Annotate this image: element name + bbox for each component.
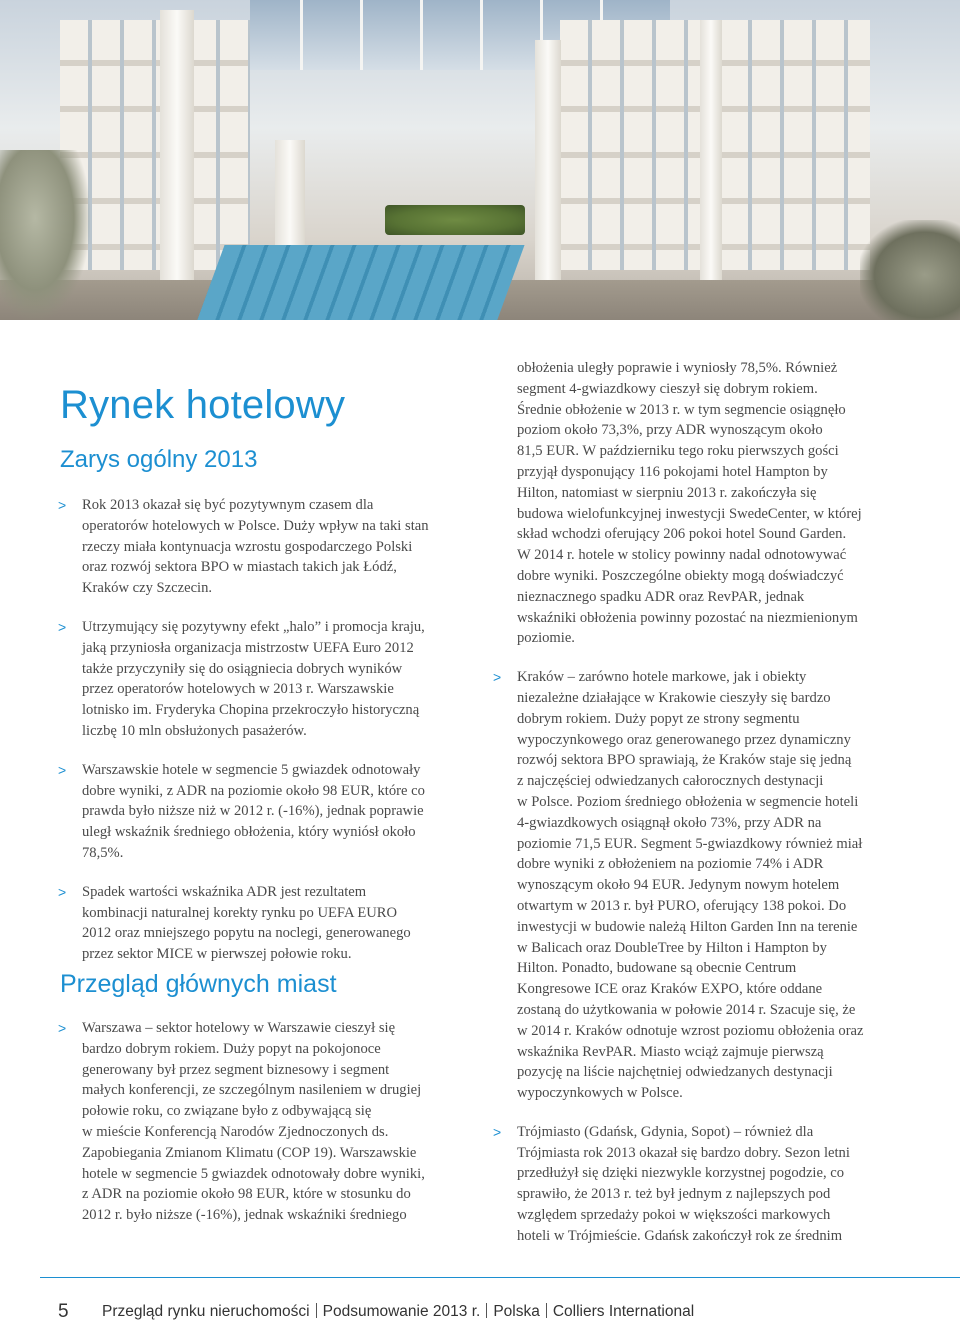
bullet-krakow: > Kraków – zarówno hotele markowe, jak i obiekty niezależne działające w Krakowie cieszyły się bardzo dobrym rokiem. Duży popyt ze strony segmentu wypoczynkowego oraz generowanego przez dynamiczny rozwój sektora BPO sprawiają, że Kraków staje się jedną z najczęściej odwiedzanych całorocznych destynacji w Polsce. Poziom średniego obłożenia w segmencie hoteli 4-gwiazdkowych osiągnął około 73%, przy ADR na poziomie 71,5 EUR. Segment 5-gwiazdkowy również miał dobre wyniki z obłożeniem na poziomie 74% i ADR wynoszącym około 94 EUR. Jedynym nowym hotelem otwartym w 2013 r. był PURO, oferujący 138 pokoi. Do inwestycji w budowie należą Hilton Garden Inn na terenie w Balicach oraz DoubleTree by Hilton i Hampton by Hilton. Ponadto, budowane są obecnie Centrum Kongresowe ICE oraz Kraków EXPO, które oddane zostaną do użytkowania w połowie 2014 r. Szacuje się, że w 2014 r. Kraków odnotuje wzrost poziomu obłożenia oraz wskaźnika RevPAR. Miasto wciąż zajmuje pierwszą pozycję na liście najchętniej odwiedzanych destynacji wypoczynkowych w Polsce. (493, 669, 864, 1102)
warsaw-continuation: obłożenia uległy poprawie i wyniosły 78,5%. Również segment 4-gwiazdkowy cieszył się dobrym rokiem. Średnie obłożenie w 2013 r. w tym segmencie osiągnęło poziom około 73,3%, przy ADR wynoszącym około 81,5 EUR. W październiku tego roku pierwszych gości przyjął dysponujący 116 pokojami hotel Hampton by Hilton, natomiast w sierpniu 2013 r. zakończyła się budowa wielofunkcyjnej inwestycji SwedeCenter, w której skład wchodzi oferujący 206 pokoi hotel Sound Garden. W 2014 r. hotele w stolicy powinny nadal odnotowywać dobre wyniki. Poszczególne obiekty mogą doświadczyć nieznacznego spadku ADR oraz RevPAR, jednak wskaźniki obłożenia powinny pozostać na niezmienionym poziomie. (517, 360, 862, 647)
bullet-marker: > (58, 497, 67, 513)
bullet-halo-effect: > Utrzymujący się pozytywny efekt „halo” i promocja kraju, jaką przyniosła organizacja mistrzostw UEFA Euro 2012 także przyczyniły się do osiągniecia dobrych wyników przez operatorów hotelowych w 2013 r. Warszawskie lotnisko im. Fryderyka Chopina przekroczyło historyczną liczbę 10 mln obsłużonych pasażerów. (58, 618, 425, 739)
bullet-marker: > (58, 1020, 67, 1036)
bullet-marker: > (58, 761, 67, 778)
section-heading-cities: Przegląd głównych miast (60, 970, 337, 998)
bullet-warsaw-5star: > Warszawskie hotele w segmencie 5 gwiazdek odnotowały dobre wyniki, z ADR na poziomie około 98 EUR, które co prawda było niższe niż w 2012 r. (-16%), jednak poprawie uległ wskaźnik średniego obłożenia, który wyniósł około 78,5%. (58, 761, 425, 861)
footer-text (102, 1303, 694, 1321)
footer-separator (486, 1303, 487, 1318)
footer-country: Polska (493, 1303, 540, 1320)
green-garden (385, 205, 525, 235)
section-heading-overview: Zarys ogólny 2013 (60, 446, 258, 473)
bullet-marker: > (493, 1123, 502, 1140)
bullet-tricity: > Trójmiasto (Gdańsk, Gdynia, Sopot) – również dla Trójmiasta rok 2013 okazał się bardzo dobry. Sezon letni przedłużył się dzięki niezwykle korzystnej pogodzie, co sprawiło, że 2013 r. też był jednym z najlepszych pod względem sprzedaży pokoi w większości markowych hoteli w Trójmieście. Gdańsk zakończył rok ze średnim (493, 1123, 850, 1244)
right-column (493, 358, 933, 1247)
bullet-marker: > (58, 883, 67, 900)
footer-separator (316, 1303, 317, 1318)
footer-separator (546, 1303, 547, 1318)
left-column-overview (58, 495, 478, 965)
hero-photo-atrium (0, 0, 960, 320)
footer-edition: Podsumowanie 2013 r. (322, 1303, 481, 1320)
footer-publication: Przegląd rynku nieruchomości (102, 1303, 310, 1320)
bullet-marker: > (58, 618, 67, 635)
water-feature (195, 245, 524, 320)
left-column-cities (58, 1018, 478, 1226)
bullet-marker: > (493, 669, 502, 686)
footer-company: Colliers International (552, 1303, 695, 1320)
bullet-2013-summary: > Rok 2013 okazał się być pozytywnym czasem dla operatorów hotelowych w Polsce. Duży wpływ na taki stan rzeczy miała kontynuacja wzrostu gospodarczego Polski oraz rozwój sektora BPO w miastach takich jak Łódź, Kraków czy Szczecin. (58, 497, 429, 597)
bullet-adr-decline: > Spadek wartości wskaźnika ADR jest rezultatem kombinacji naturalnej korekty rynku po UEFA EURO 2012 oraz mniejszego popytu na noclegi, generowanego przez sektor MICE w pierwszej połowie roku. (58, 883, 411, 963)
footer-rule (40, 1277, 960, 1278)
page-number: 5 (58, 1301, 69, 1322)
page-title: Rynek hotelowy (60, 383, 346, 427)
bullet-warsaw: > Warszawa – sektor hotelowy w Warszawie cieszył się bardzo dobrym rokiem. Duży popyt na pokojonoce generowany był przez segment biznesowy i segment małych konferencji, ze szczególnym nasileniem w drugiej połowie roku, co związane było z odbywającą się w mieście Konferencją Narodów Zjednoczonych ds. Zapobiegania Zmianom Klimatu (COP 19). Warszawskie hotele w segmencie 5 gwiazdek odnotowały dobre wyniki, z ADR na poziomie około 98 EUR, które w stosunku do 2012 r. było niższe (-16%), jednak wskaźniki średniego (58, 1020, 425, 1224)
